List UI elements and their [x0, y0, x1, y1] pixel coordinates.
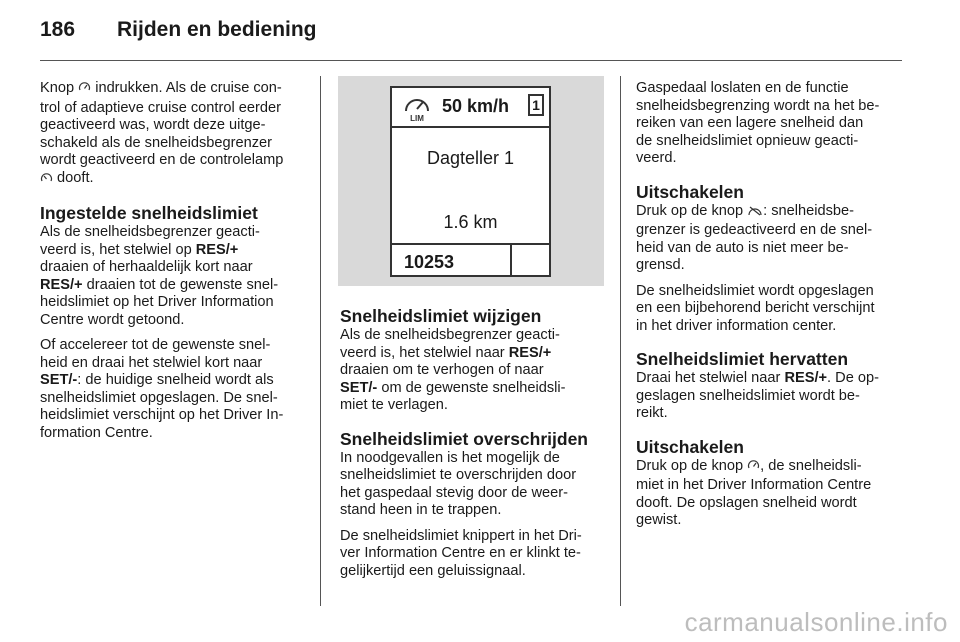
col3-paragraph-5: Druk op de knop , de snelheidsli- miet in het Driver Information Centre dooft. De opslagen snelheid wordt gewist.	[636, 457, 872, 528]
column-divider-right	[620, 76, 621, 606]
page-header	[40, 18, 317, 42]
column-divider-left	[320, 76, 321, 606]
speed-limiter-lim-icon	[402, 96, 432, 127]
trip-number-badge: 1	[528, 94, 544, 116]
heading-snelheidslimiet-hervatten: Snelheidslimiet hervatten	[636, 349, 849, 369]
heading-snelheidslimiet-wijzigen: Snelheidslimiet wijzigen	[340, 306, 542, 326]
cruise-lamp-icon	[40, 171, 53, 190]
watermark: carmanualsonline.info	[684, 607, 948, 637]
speed-limiter-icon	[78, 81, 91, 100]
speed-limiter-button-icon	[747, 459, 760, 478]
page-title: Rijden en bediening	[117, 18, 317, 41]
col1-paragraph-1: Knop indrukken. Als de cruise con- trol of adaptieve cruise control eerder geactiveerd was, wordt deze uitge- schakeld als de snelheidsbegrenzer wordt geactiveerd en de controlelamp dooft.	[40, 80, 305, 189]
svg-text:LIM: LIM	[410, 114, 424, 122]
heading-uitschakelen-2: Uitschakelen	[636, 436, 744, 457]
col3-paragraph-4: Draai het stelwiel naar RES/+. De op- geslagen snelheidslimiet wordt be- reikt.	[636, 370, 879, 421]
driver-information-display-illustration	[338, 76, 604, 286]
header-rule	[40, 60, 902, 61]
odometer-separator	[510, 243, 512, 275]
column-3	[636, 80, 904, 538]
col2-paragraph-2: In noodgevallen is het mogelijk de snelheidslimiet te overschrijden door het gaspedaal stevig door de weer- stand heen in te trappen.	[340, 449, 577, 518]
speed-limit-value: 50 km/h	[442, 96, 510, 116]
display-divider-top	[392, 126, 549, 128]
cancel-speed-limiter-icon	[747, 205, 763, 223]
col2-paragraph-3: De snelheidslimiet knippert in het Dri- ver Information Centre en er klinkt te- gelijkertijd een geluissignaal.	[340, 527, 582, 579]
heading-snelheidslimiet-overschrijden: Snelheidslimiet overschrijden	[340, 428, 588, 449]
display-screen	[390, 86, 551, 277]
col1-paragraph-3: Of accelereer tot de gewenste snel- heid en draai het stelwiel kort naar SET/-: de huidige snelheid wordt als snelheidslimiet opgeslagen. De snel- heidslimiet verschijnt op het Driver In- formation Centre.	[40, 337, 284, 441]
col1-paragraph-2: Als de snelheidsbegrenzer geacti- veerd is, het stelwiel op RES/+ draaien of herhaaldelijk kort naar RES/+ draaien tot de gewenste snel- heidslimiet op het Driver Information Centre wordt getoond.	[40, 224, 279, 328]
trip-label: Dagteller 1	[426, 148, 515, 168]
column-1	[40, 80, 305, 450]
col3-paragraph-1: Gaspedaal loslaten en de functie snelheidsbegrenzing wordt na het be- reiken van een lagere snelheid dan de snelheidslimiet opnieuw geacti- veerd.	[636, 80, 880, 166]
heading-uitschakelen-1: Uitschakelen	[636, 181, 744, 202]
col3-paragraph-3: De snelheidslimiet wordt opgeslagen en een bijbehorend bericht verschijnt in het driver information center.	[636, 282, 875, 334]
col2-paragraph-1: Als de snelheidsbegrenzer geacti- veerd is, het stelwiel naar RES/+ draaien om te verhogen of naar SET/- om de gewenste snelheidsli- miet te verlagen.	[340, 327, 566, 413]
col3-paragraph-2: Druk op de knop : snelheidsbe- grenzer is gedeactiveerd en de snel- heid van de auto is niet meer be- grensd.	[636, 202, 873, 273]
page-number: 186	[40, 18, 76, 41]
display-divider-bottom	[392, 243, 549, 245]
column-2	[340, 306, 608, 588]
heading-ingestelde-snelheidslimiet: Ingestelde snelheidslimiet	[40, 203, 258, 223]
trip-distance: 1.6 km	[443, 212, 498, 232]
odometer-value: 10253	[404, 252, 455, 272]
